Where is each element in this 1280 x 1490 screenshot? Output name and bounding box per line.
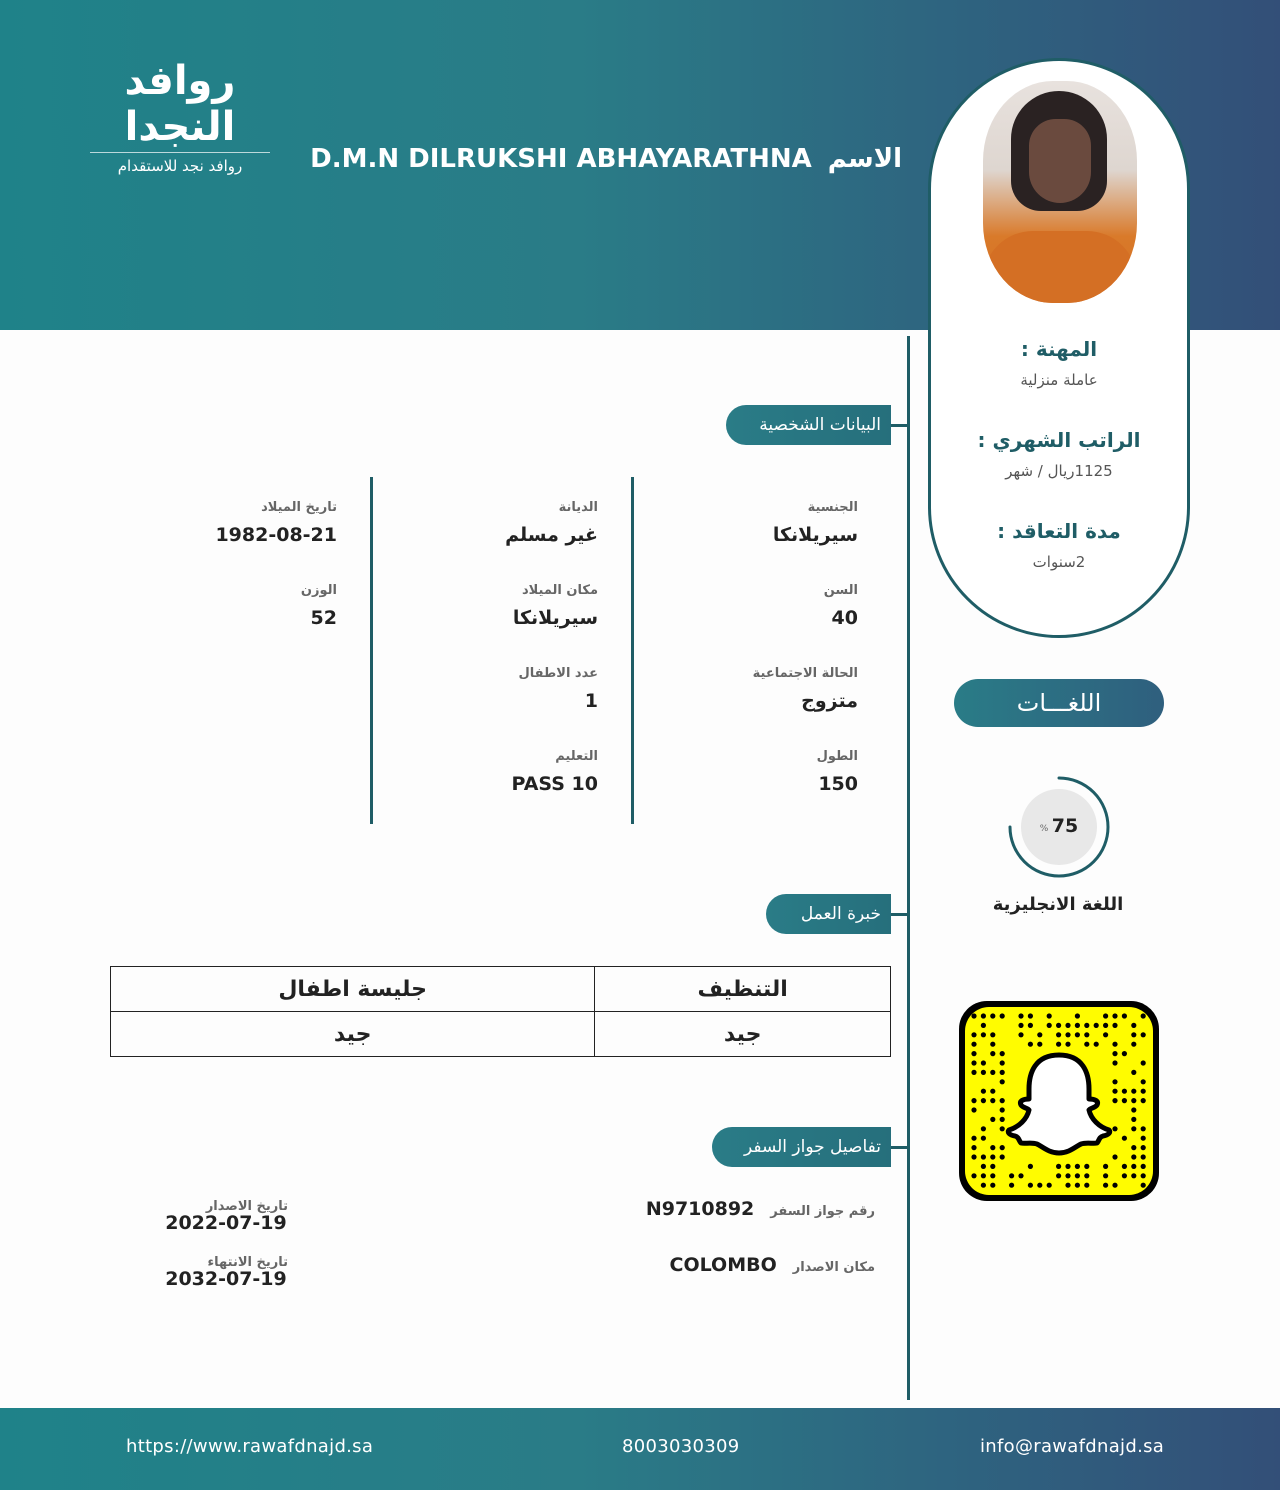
snapcode-dot	[1122, 1051, 1127, 1056]
snapcode-dot	[1000, 1107, 1005, 1112]
field-age	[628, 583, 858, 666]
snapcode-dot	[971, 1051, 976, 1056]
snapcode-dot	[1047, 1013, 1052, 1018]
field-label: السن	[823, 583, 858, 598]
snapcode-dot	[1131, 1089, 1136, 1094]
field-nationality	[628, 500, 858, 583]
snapcode-dot	[1112, 1183, 1117, 1188]
snapcode-dot	[1047, 1183, 1052, 1188]
snapcode-dot	[990, 1154, 995, 1159]
experience-table	[110, 966, 891, 1057]
table-row	[111, 1012, 891, 1057]
snapcode-dot	[1094, 1023, 1099, 1028]
contract-label: مدة التعاقد :	[997, 519, 1121, 543]
personal-column-1	[628, 500, 858, 832]
snapcode-dot	[981, 1136, 986, 1141]
passport-place-label: مكان الاصدار	[792, 1260, 875, 1275]
snapcode-dot	[1028, 1183, 1033, 1188]
name-value: D.M.N DILRUKSHI ABHAYARATHNA	[310, 144, 812, 174]
snapcode-dot	[990, 1173, 995, 1178]
snapcode-dot	[1131, 1154, 1136, 1159]
snapcode-dot	[1037, 1032, 1042, 1037]
field-value: PASS 10	[511, 773, 598, 795]
profile-card	[928, 58, 1190, 638]
logo-mark: روافد النجدا	[124, 58, 236, 150]
snapcode-dot	[1122, 1136, 1127, 1141]
snapcode-dot	[1112, 1154, 1117, 1159]
issue-date-value: 2022-07-19	[165, 1212, 287, 1234]
snapcode-dot	[1018, 1013, 1023, 1018]
field-label: مكان الميلاد	[521, 583, 598, 598]
field-value: 1	[584, 690, 598, 712]
experience-value-cleaning: جيد	[595, 1012, 891, 1057]
snapcode-dot	[981, 1023, 986, 1028]
snapcode-dot	[1112, 1051, 1117, 1056]
snapcode-dot	[990, 1089, 995, 1094]
gauge-percent-unit: %	[1039, 824, 1049, 834]
snapcode-dot	[1056, 1032, 1061, 1037]
snapcode-dot	[1103, 1023, 1108, 1028]
snapcode-dot	[981, 1013, 986, 1018]
field-value: سيريلانكا	[772, 524, 858, 546]
snapcode-dot	[1000, 1013, 1005, 1018]
snapcode-dot	[1122, 1089, 1127, 1094]
snapcode-pattern	[965, 1007, 1153, 1195]
snapcode-dot	[990, 1042, 995, 1047]
contract-block	[931, 519, 1187, 571]
snapcode-dot	[981, 1089, 986, 1094]
snapcode-dot	[1018, 1032, 1023, 1037]
snapcode-dot	[990, 1032, 995, 1037]
passport-number-label: رقم جواز السفر	[770, 1204, 875, 1219]
snapcode-dot	[1131, 1032, 1136, 1037]
snapcode-dot	[1028, 1023, 1033, 1028]
snapcode-dot	[1103, 1173, 1108, 1178]
passport-place-value: COLOMBO	[669, 1254, 777, 1276]
experience-section-tick	[891, 913, 909, 916]
snapcode-dot	[1112, 1042, 1117, 1047]
snapcode-dot	[1000, 1079, 1005, 1084]
field-label: تاريخ الميلاد	[261, 500, 337, 515]
snapcode-dot	[971, 1136, 976, 1141]
snapcode-dot	[1103, 1164, 1108, 1169]
snapcode-dot	[1112, 1079, 1117, 1084]
snapcode-dot	[971, 1032, 976, 1037]
field-marital-status	[628, 666, 858, 749]
snapcode-dot	[1084, 1183, 1089, 1188]
snapcode-dot	[971, 1154, 976, 1159]
snapcode-dot	[1009, 1173, 1014, 1178]
snapcode-dot	[1000, 1098, 1005, 1103]
snapcode-dot	[1037, 1183, 1042, 1188]
snapcode-dot	[1065, 1023, 1070, 1028]
snapcode-dot	[981, 1126, 986, 1131]
snapcode-dot	[981, 1183, 986, 1188]
snapcode-dot	[1141, 1183, 1146, 1188]
snapcode-dot	[990, 1098, 995, 1103]
snapcode-dot	[1112, 1126, 1117, 1131]
passport-issue-date	[146, 1199, 306, 1234]
snapcode-dot	[990, 1070, 995, 1075]
snapcode-dot	[1122, 1164, 1127, 1169]
snapcode-dot	[1141, 1164, 1146, 1169]
snapcode-dot	[981, 1032, 986, 1037]
footer-phone[interactable]: 8003030309	[622, 1436, 740, 1457]
snapcode-dot	[1141, 1060, 1146, 1065]
snapcode-dot	[990, 1117, 995, 1122]
salary-value: 1125ريال / شهر	[1005, 462, 1113, 480]
snapcode-dot	[1084, 1023, 1089, 1028]
company-logo	[90, 58, 270, 175]
snapcode-dot	[1000, 1051, 1005, 1056]
snapcode-dot	[1075, 1032, 1080, 1037]
field-value: 40	[831, 607, 858, 629]
snapcode-dot	[981, 1154, 986, 1159]
snapcode-dot	[1103, 1013, 1108, 1018]
snapcode-dot	[1084, 1164, 1089, 1169]
field-value: متزوج	[801, 690, 858, 712]
snapcode-dot	[971, 1173, 976, 1178]
snapcode-dot	[1122, 1173, 1127, 1178]
snapcode-dot	[1075, 1013, 1080, 1018]
snapcode-dot	[1056, 1164, 1061, 1169]
footer-bar	[0, 1408, 1280, 1490]
snapcode-dot	[1131, 1042, 1136, 1047]
personal-column-3	[107, 500, 337, 666]
field-children-count	[368, 666, 598, 749]
logo-divider	[90, 152, 270, 153]
snapcode-dot	[1028, 1164, 1033, 1169]
experience-section-heading: خبرة العمل	[766, 894, 891, 934]
snapcode-dot	[1131, 1173, 1136, 1178]
snapcode-dot	[1000, 1145, 1005, 1150]
snapcode[interactable]	[959, 1001, 1159, 1201]
field-religion	[368, 500, 598, 583]
snapcode-dot	[1112, 1060, 1117, 1065]
snapcode-dot	[1000, 1070, 1005, 1075]
passport-expiry-date	[146, 1255, 306, 1290]
field-value: غير مسلم	[505, 524, 598, 546]
snapcode-dot	[1141, 1136, 1146, 1141]
contract-value: 2سنوات	[1032, 553, 1086, 571]
experience-value-childcare: جيد	[111, 1012, 595, 1057]
snapcode-dot	[1009, 1183, 1014, 1188]
snapcode-dot	[1141, 1098, 1146, 1103]
snapcode-dot	[971, 1070, 976, 1075]
salary-block	[931, 428, 1187, 480]
passport-section-heading: تفاصيل جواز السفر	[712, 1127, 891, 1167]
snapcode-dot	[981, 1060, 986, 1065]
field-birthdate	[107, 500, 337, 583]
snapcode-dot	[990, 1145, 995, 1150]
snapcode-dot	[1065, 1032, 1070, 1037]
footer-website-link[interactable]: https://www.rawafdnajd.sa	[126, 1436, 374, 1457]
field-label: الجنسية	[807, 500, 858, 515]
snapcode-face	[965, 1007, 1153, 1195]
salary-label: الراتب الشهري :	[977, 428, 1141, 452]
field-label: الطول	[816, 749, 858, 764]
snapcode-dot	[1131, 1023, 1136, 1028]
snapcode-dot	[1000, 1154, 1005, 1159]
experience-header-childcare: جليسة اطفال	[111, 967, 595, 1012]
snapcode-dot	[990, 1013, 995, 1018]
snapcode-dot	[1037, 1042, 1042, 1047]
personal-column-2	[368, 500, 598, 832]
field-label: الوزن	[300, 583, 337, 598]
field-birthplace	[368, 583, 598, 666]
snapcode-dot	[1075, 1173, 1080, 1178]
snapcode-dot	[1112, 1089, 1117, 1094]
expiry-date-value: 2032-07-19	[165, 1268, 287, 1290]
snapcode-dot	[971, 1145, 976, 1150]
snapcode-dot	[1141, 1089, 1146, 1094]
snapcode-dot	[981, 1173, 986, 1178]
experience-header-cleaning: التنظيف	[595, 967, 891, 1012]
snapcode-dot	[1084, 1032, 1089, 1037]
snapcode-dot	[1047, 1023, 1052, 1028]
snapcode-dot	[1141, 1154, 1146, 1159]
snapcode-dot	[1075, 1164, 1080, 1169]
snapcode-dot	[971, 1060, 976, 1065]
snapcode-dot	[990, 1164, 995, 1169]
field-education	[368, 749, 598, 832]
issue-date-label: تاريخ الاصدار	[205, 1199, 288, 1214]
snapcode-dot	[1018, 1173, 1023, 1178]
photo-face	[1029, 119, 1091, 203]
passport-place-row	[670, 1254, 875, 1276]
snapcode-dot	[1131, 1164, 1136, 1169]
snapcode-dot	[1141, 1173, 1146, 1178]
snapcode-dot	[1065, 1164, 1070, 1169]
snapcode-dot	[1131, 1126, 1136, 1131]
snapcode-dot	[971, 1107, 976, 1112]
snapcode-dot	[1075, 1183, 1080, 1188]
field-label: التعليم	[555, 749, 598, 764]
ghost-icon	[1008, 1055, 1110, 1153]
snapcode-dot	[1131, 1070, 1136, 1075]
snapcode-dot	[1103, 1032, 1108, 1037]
personal-section-tick	[891, 424, 909, 427]
logo-tagline: روافد نجد للاستقدام	[117, 157, 243, 175]
snapcode-dot	[1084, 1173, 1089, 1178]
snapcode-dot	[1103, 1183, 1108, 1188]
snapcode-dot	[1028, 1013, 1033, 1018]
snapcode-dot	[1141, 1145, 1146, 1150]
field-height	[628, 749, 858, 832]
english-level-gauge	[1008, 776, 1110, 878]
candidate-photo	[983, 81, 1137, 303]
snapcode-dot	[1141, 1032, 1146, 1037]
photo-body	[983, 231, 1137, 303]
field-value: 52	[310, 607, 337, 629]
gauge-percent-value: 75	[1051, 815, 1079, 837]
snapcode-dot	[981, 1070, 986, 1075]
snapcode-dot	[1112, 1098, 1117, 1103]
snapcode-dot	[1075, 1023, 1080, 1028]
snapcode-dot	[1141, 1126, 1146, 1131]
snapcode-dot	[1112, 1023, 1117, 1028]
passport-section-tick	[891, 1146, 909, 1149]
snapcode-dot	[1065, 1042, 1070, 1047]
snapcode-dot	[1141, 1079, 1146, 1084]
field-label: الديانة	[558, 500, 598, 515]
snapcode-dot	[981, 1164, 986, 1169]
field-value: 150	[818, 773, 858, 795]
snapcode-dot	[990, 1051, 995, 1056]
english-language-label: اللغة الانجليزية	[992, 894, 1124, 915]
snapcode-dot	[1084, 1042, 1089, 1047]
snapcode-dot	[1131, 1098, 1136, 1103]
snapcode-dot	[1028, 1042, 1033, 1047]
field-label: الحالة الاجتماعية	[752, 666, 858, 681]
timeline-line	[907, 336, 910, 1400]
snapcode-dot	[1000, 1117, 1005, 1122]
snapcode-dot	[971, 1098, 976, 1103]
personal-section-heading: البيانات الشخصية	[726, 405, 891, 445]
snapcode-dot	[990, 1183, 995, 1188]
snapcode-dot	[971, 1013, 976, 1018]
snapcode-dot	[1131, 1117, 1136, 1122]
field-value: سيريلانكا	[512, 607, 598, 629]
snapcode-dot	[1094, 1042, 1099, 1047]
profession-label: المهنة :	[1020, 337, 1098, 361]
snapcode-dot	[1056, 1173, 1061, 1178]
snapcode-dot	[981, 1098, 986, 1103]
table-row	[111, 967, 891, 1012]
snapcode-dot	[1122, 1098, 1127, 1103]
field-label: عدد الاطفال	[518, 666, 598, 681]
expiry-date-label: تاريخ الانتهاء	[207, 1255, 288, 1270]
profession-value: عاملة منزلية	[1020, 371, 1098, 389]
profession-block	[931, 337, 1187, 389]
languages-heading: اللغـــات	[954, 679, 1164, 727]
field-weight	[107, 583, 337, 666]
snapcode-dot	[1112, 1013, 1117, 1018]
snapcode-dot	[1018, 1023, 1023, 1028]
passport-number-row	[646, 1198, 875, 1220]
snapcode-dot	[1056, 1023, 1061, 1028]
snapcode-dot	[1056, 1042, 1061, 1047]
snapcode-dot	[971, 1042, 976, 1047]
footer-email-link[interactable]: info@rawafdnajd.sa	[980, 1436, 1165, 1457]
snapcode-dot	[1065, 1183, 1070, 1188]
passport-number-value: N9710892	[645, 1198, 755, 1220]
candidate-name-row	[310, 144, 902, 174]
name-label: الاسم	[827, 144, 902, 174]
snapcode-dot	[1131, 1145, 1136, 1150]
field-value: 1982-08-21	[215, 524, 337, 546]
snapcode-dot	[1141, 1013, 1146, 1018]
snapcode-dot	[1000, 1126, 1005, 1131]
snapcode-dot	[1131, 1107, 1136, 1112]
snapcode-dot	[1000, 1060, 1005, 1065]
snapcode-dot	[1065, 1173, 1070, 1178]
snapcode-dot	[1122, 1013, 1127, 1018]
